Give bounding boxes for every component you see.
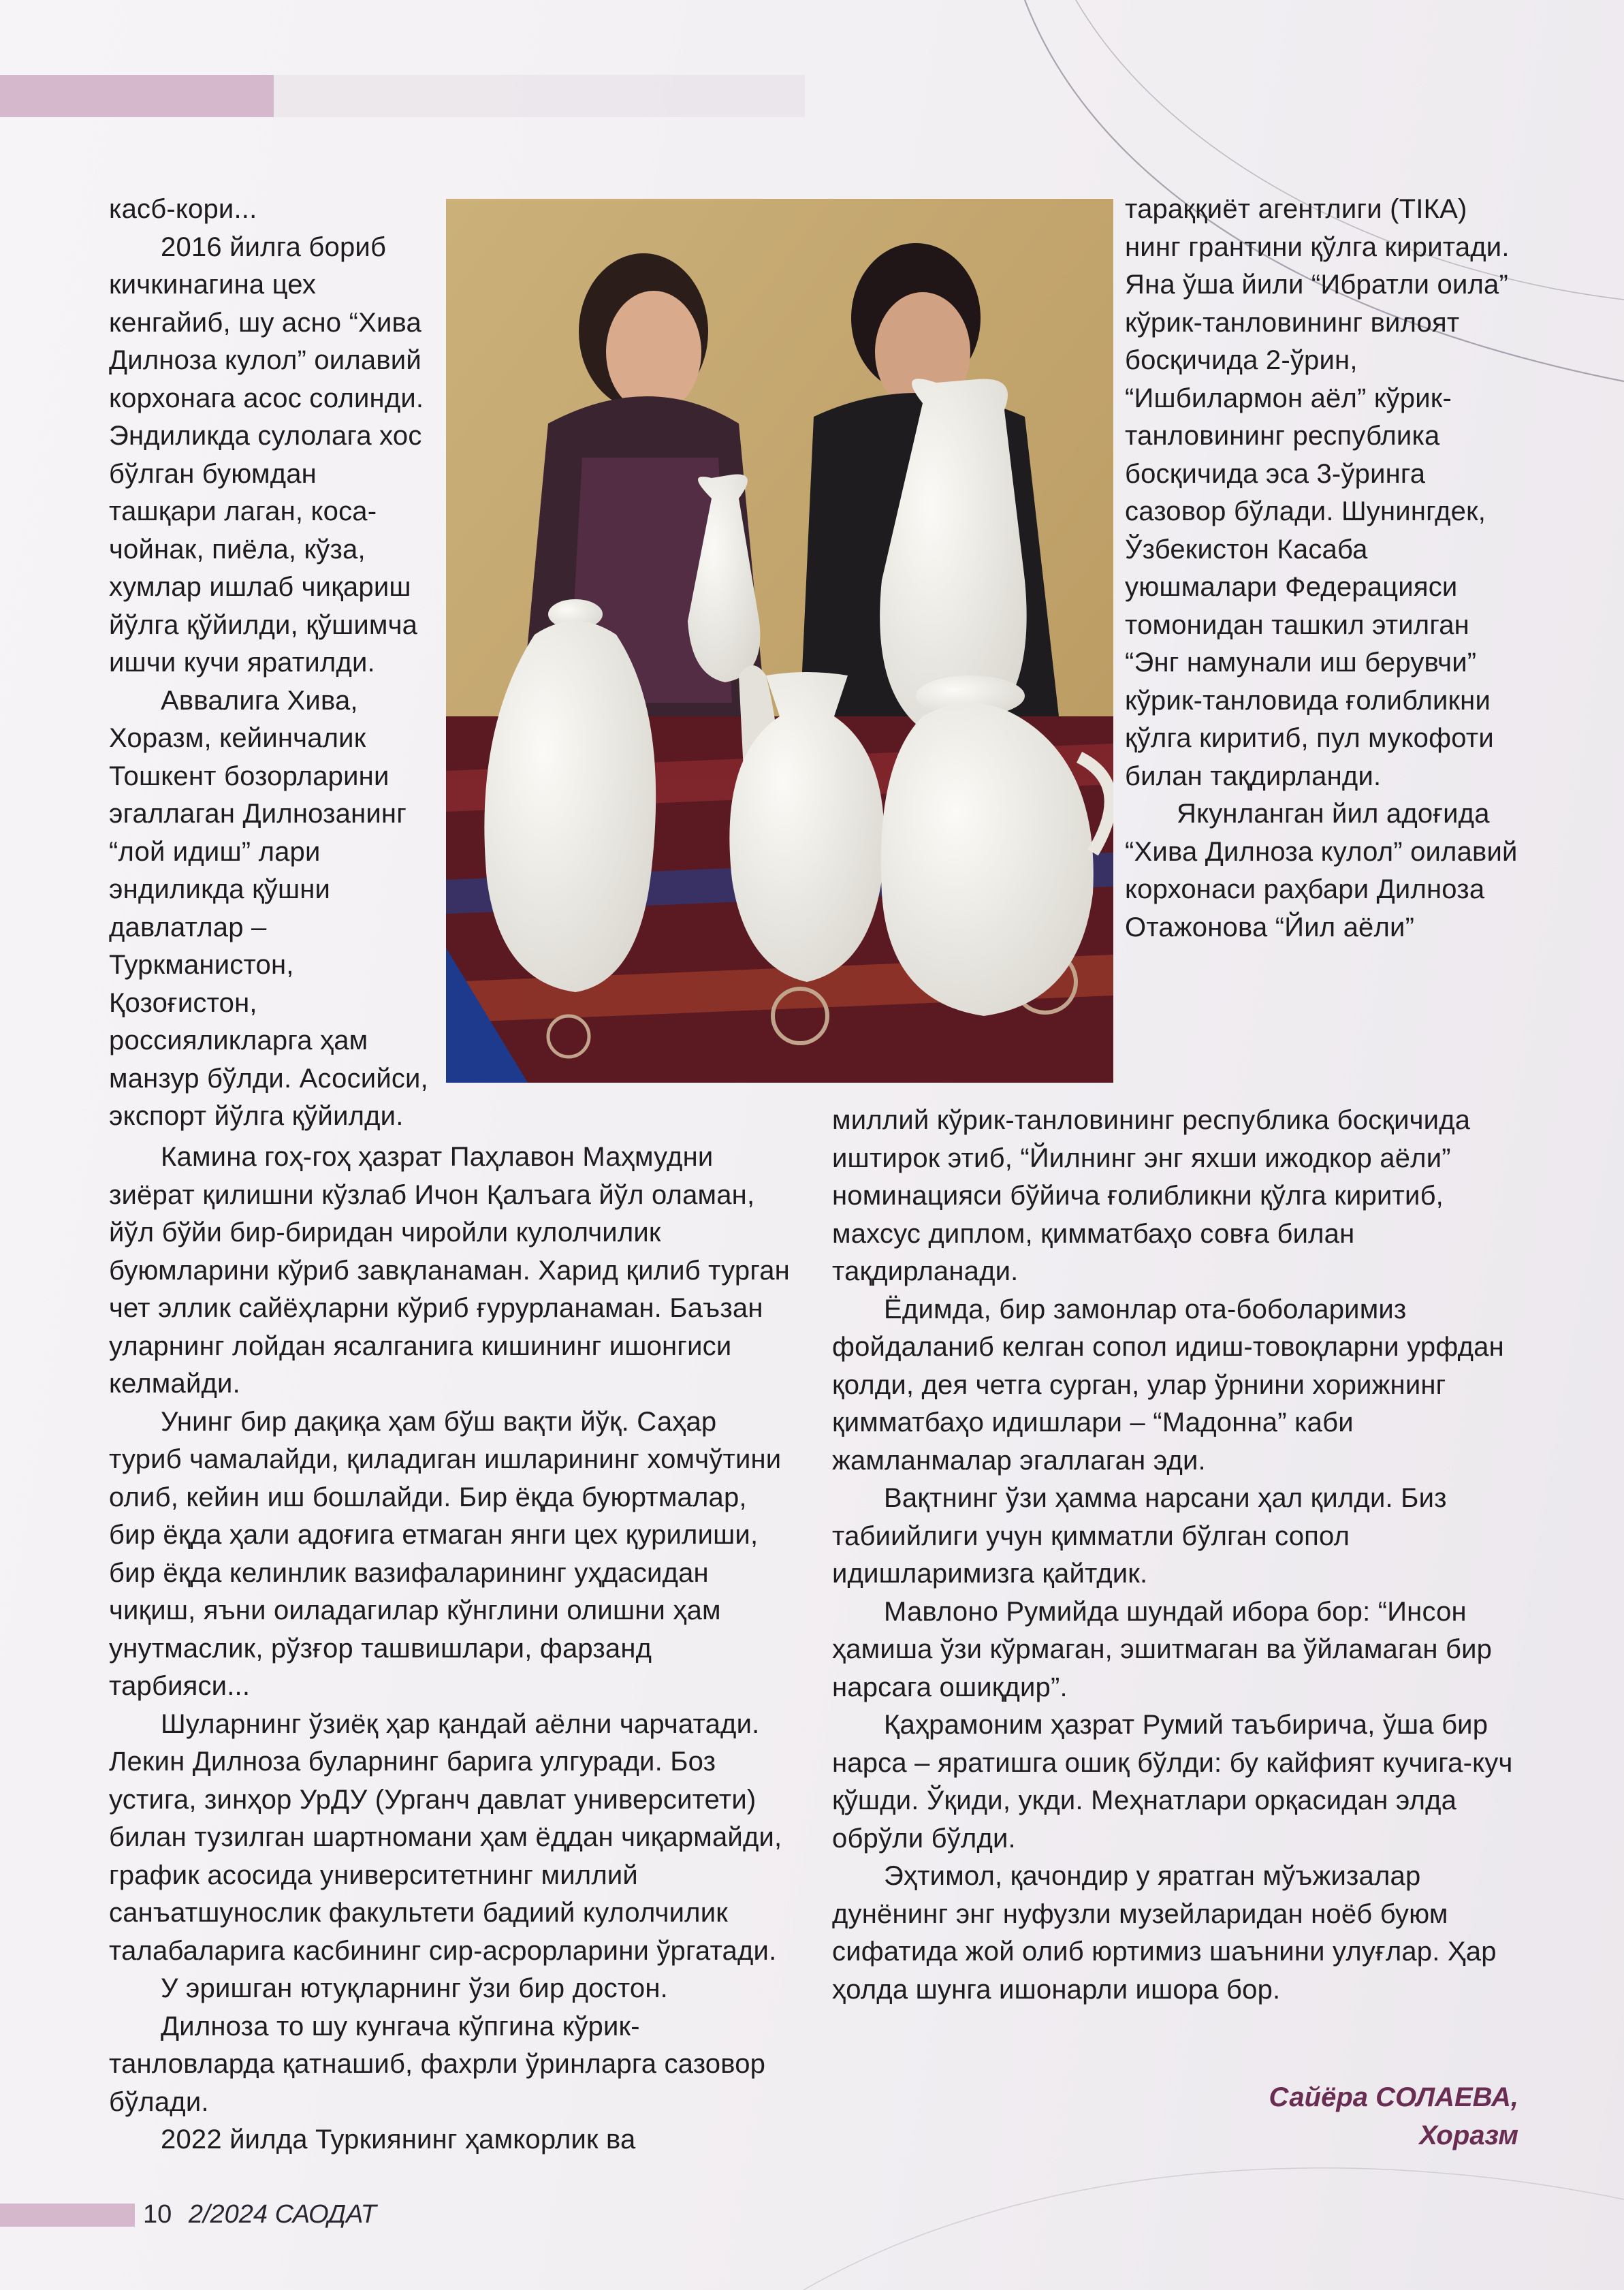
paragraph: Қаҳрамоним ҳазрат Румий таъбирича, ўша бир нарса – яратишга ошиқ бўлди: бу кайфият кучига-куч қўшди. Ўқиди, укди. Меҳнатлари орқасидан элда обрўли бўлди.: [832, 1710, 1513, 1854]
paragraph: Мавлоно Румийда шундай ибора бор: “Инсон ҳамиша ўзи кўрмаган, эшитмаган ва ўйламаган бир нарсага ошиқдир”.: [832, 1596, 1493, 1702]
page-footer: [143, 2198, 377, 2231]
paragraph: Эҳтимол, қачондир у яратган мўъжизалар дунёнинг энг нуфузли музейларидан ноёб буюм сифатида жой олиб юртимиз шаънини улуғлар. Ҳар ҳолда шунга ишонарли ишора бор.: [832, 1861, 1497, 2005]
top-faint-band: [274, 75, 805, 117]
author-signature: [1021, 2078, 1518, 2154]
article-photo: [446, 199, 1113, 1083]
paragraph: Ёдимда, бир замонлар ота-боболаримиз фойдаланиб келган сопол идиш-товоқларни урфдан қолди, дея четга сурган, улар ўрнини хорижнинг қимматбаҳо идишлари – “Мадонна” каби жамланмалар эгаллаган эди.: [832, 1294, 1504, 1476]
author-name: Сайёра СОЛАЕВА,: [1269, 2082, 1518, 2112]
right-column-top: [1125, 191, 1520, 947]
paragraph: 2022 йилда Туркиянинг ҳамкорлик ва: [161, 2125, 636, 2154]
paragraph: Якунланган йил адоғида “Хива Дилноза кулол” оилавий корхонаси раҳбари Дилноза Отажонова “Йил аёли”: [1125, 799, 1518, 942]
paragraph: У эришган ютуқларнинг ўзи бир достон.: [161, 1973, 668, 2003]
paragraph: Дилноза то шу кунгача кўпгина кўрик-танловларда қатнашиб, фахрли ўринларга сазовор бўлади.: [109, 2011, 766, 2117]
right-column-bottom: [832, 1102, 1520, 2009]
paragraph: миллий кўрик-танловининг республика босқичида иштирок этиб, “Йилнинг энг яхши ижодкор аёли” номинацияси бўйича ғолибликни қўлга киритиб, махсус диплом, қимматбаҳо совға билан тақдирланади.: [832, 1105, 1471, 1286]
paragraph: тараққиёт агентлиги (ТIКА) нинг грантини қўлга киритади. Яна ўша йили “Ибратли оила” кўрик-танловининг вилоят босқичида 2-ўрин, “Ишбилармон аёл” кўрик-танловининг республика босқичида эса 3-ўринга сазовор бўлади. Шунингдек, Ўзбекистон Касаба уюшмалари Федерацияси томонидан ташкил этилган “Энг намунали иш берувчи” кўрик-танловида ғолибликни қўлга киритиб, пул мукофоти билан тақдирланди.: [1125, 194, 1510, 791]
paragraph: Камина гоҳ-гоҳ ҳазрат Паҳлавон Маҳмудни зиёрат қилишни кўзлаб Ичон Қалъага йўл оламан, йўл бўйи бир-биридан чиройли кулолчилик буюмларини кўриб завқланаман. Харид қилиб турган чет эллик сайёҳларни кўриб ғурурланаман. Баъзан уларнинг лойдан ясалганига кишининг ишонгиси келмайди.: [109, 1142, 790, 1399]
paragraph: Шуларнинг ўзиёқ ҳар қандай аёлни чарчатади. Лекин Дилноза буларнинг барига улгуради. Боз устига, зинҳор УрДУ (Урганч давлат университети) билан тузилган шартномани ҳам ёддан чиқармайди, график асосида университетнинг миллий санъатшунослик факультети бадиий кулолчилик талабаларига касбининг сир-асрорларини ўргатади.: [109, 1708, 782, 1966]
author-region: Хоразм: [1419, 2120, 1518, 2150]
paragraph: Аввалига Хива, Хоразм, кейинчалик Тошкент бозорларини эгаллаган Дилнозанинг “лой идиш” лари эндиликда қўшни давлатлар – Туркманистон, Қозоғистон, россияликларга ҳам манзур бўлди. Асосийси, экспорт йўлга қўйилди.: [109, 685, 428, 1131]
paragraph: Вақтнинг ўзи ҳамма нарсани ҳал қилди. Биз табиийлиги учун қимматли бўлган сопол идишларимизга қайтдик.: [832, 1483, 1447, 1589]
magazine-issue: 2/2024 САОДАТ: [188, 2200, 377, 2229]
paragraph: 2016 йилга бориб кичкинагина цех кенгайиб, шу асно “Хива Дилноза кулол” оилавий корхонага асос солинди. Эндиликда сулолага хос бўлган буюмдан ташқари лаган, коса-чойнак, пиёла, кўза, хумлар ишлаб чиқариш йўлга қўйилди, қўшимча ишчи кучи яратилди.: [109, 232, 424, 678]
paragraph: Унинг бир дақиқа ҳам бўш вақти йўқ. Саҳар туриб чамалайди, қиладиган ишларининг хомчўтини олиб, кейин иш бошлайди. Бир ёқда буюртмалар, бир ёқда ҳали адоғига етмаган янги цех қурилиши, бир ёқда келинлик вазифаларининг уҳдасидан чиқиш, яъни оиладагилар кўнглини олишни ҳам унутмаслик, рўзғор ташвишлари, фарзанд тарбияси...: [109, 1406, 782, 1701]
left-column-bottom: [109, 1139, 790, 2159]
left-column-top: [109, 191, 429, 1136]
page-number: 10: [143, 2200, 172, 2229]
top-accent-band: [0, 75, 274, 117]
bottom-accent-band: [0, 2204, 135, 2227]
paragraph: касб-кори...: [109, 194, 257, 224]
